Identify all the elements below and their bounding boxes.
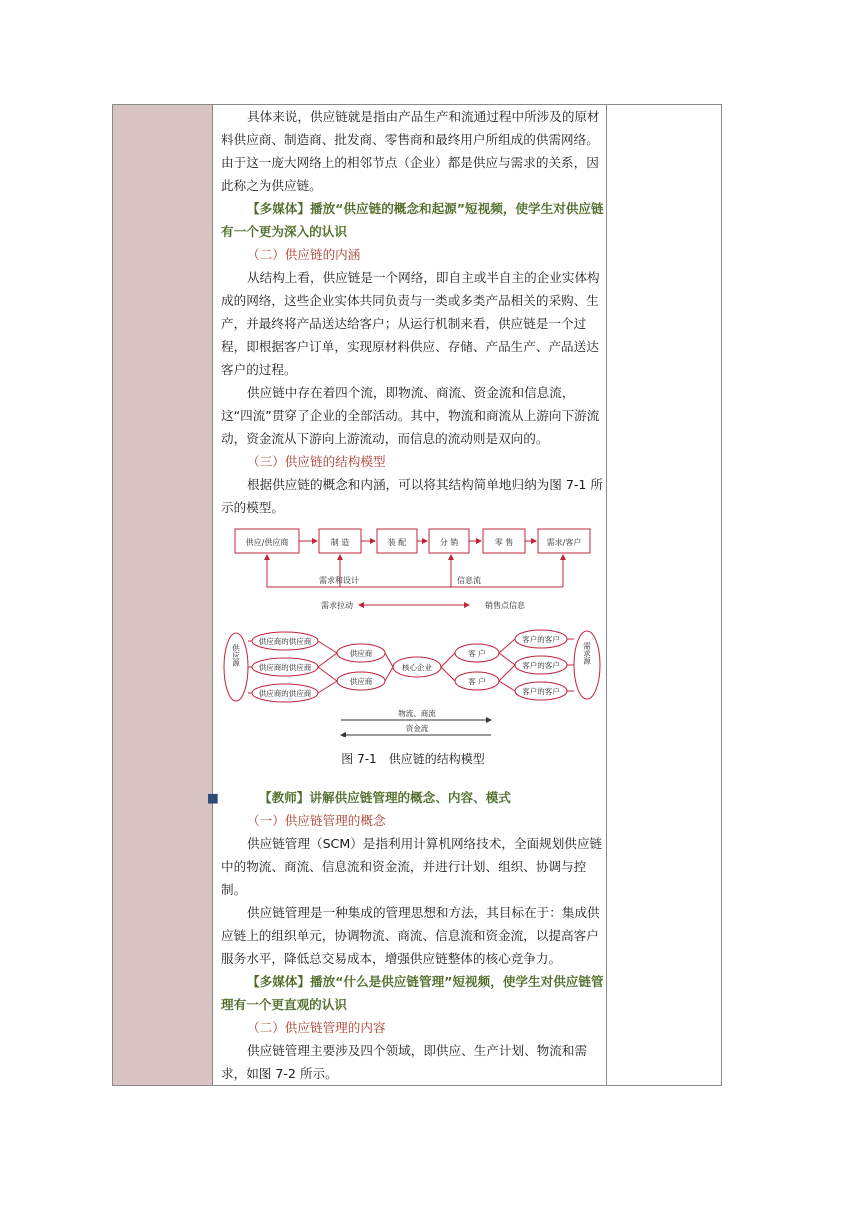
node-label: 客 户 bbox=[468, 677, 486, 686]
square-bullet-icon: ■ bbox=[207, 790, 219, 805]
top-box-label: 装 配 bbox=[387, 538, 407, 547]
lesson-table bbox=[112, 104, 722, 1086]
paragraph: 根据供应链的概念和内涵，可以将其结构简单地归纳为图 7-1 所示的模型。 bbox=[221, 477, 604, 515]
multimedia-note: 【多媒体】播放“供应链的概念和起源”短视频，使学生对供应链有一个更为深入的认识 bbox=[221, 201, 604, 239]
node-label: 供应商 bbox=[349, 649, 373, 658]
left-column-cell bbox=[113, 105, 213, 1085]
node-label: 客户的客户 bbox=[522, 687, 560, 696]
node-label: 供应商的供应商 bbox=[258, 663, 312, 672]
paragraph: 供应链管理主要涉及四个领域，即供应、生产计划、物流和需求，如图 7-2 所示。 bbox=[221, 1043, 588, 1081]
teacher-line bbox=[207, 787, 607, 806]
section-heading: （二）供应链的内涵 bbox=[247, 247, 361, 262]
paragraph: 从结构上看，供应链是一个网络，即自主或半自主的企业实体构成的网络，这些企业实体共同负责与一类或多类产品相关的采购、生产，并最终将产品送达给客户；从运行机制来看，供应链是一个过程，即根据客户订单，实现原材料供应、存储、产品生产、产品送达客户的过程。 bbox=[221, 270, 600, 377]
paragraph: 供应链管理（SCM）是指利用计算机网络技术，全面规划供应链中的物流、商流、信息流和资金流，并进行计划、组织、协调与控制。 bbox=[221, 836, 603, 897]
top-box-label: 分 销 bbox=[439, 538, 459, 547]
flow-label: 资金流 bbox=[405, 724, 429, 733]
node-label: 供应商 bbox=[349, 677, 373, 686]
node-label: 客户的客户 bbox=[522, 635, 560, 644]
paragraph: 供应链管理是一种集成的管理思想和方法，其目标在于：集成供应链上的组织单元，协调物流、商流、信息流和资金流，以提高客户服务水平，降低总交易成本，增强供应链整体的核心竞争力。 bbox=[221, 905, 600, 966]
node-label: 供应商的供应商 bbox=[258, 637, 312, 646]
figure-caption: 图 7-1 供应链的结构模型 bbox=[341, 752, 485, 766]
node-label: 核心企业 bbox=[402, 663, 432, 672]
flow-label: 物流、商流 bbox=[398, 709, 436, 718]
flow-label: 需求和设计 bbox=[319, 576, 359, 585]
node-label: 客 户 bbox=[468, 649, 486, 658]
flow-label: 销售点信息 bbox=[485, 601, 525, 610]
section-heading: （二）供应链管理的内容 bbox=[247, 1020, 386, 1035]
paragraph: 具体来说，供应链就是指由产品生产和流通过程中所涉及的原材料供应商、制造商、批发商、零售商和最终用户所组成的供需网络。由于这一庞大网络上的相邻节点（企业）都是供应与需求的关系，因此称之为供应链。 bbox=[221, 109, 600, 193]
flow-label: 信息流 bbox=[457, 576, 481, 585]
node-label: 客户的客户 bbox=[522, 661, 560, 670]
node-label: 供应商的供应商 bbox=[258, 689, 312, 698]
top-box-label: 零 售 bbox=[494, 538, 514, 547]
top-box-label: 制 造 bbox=[330, 538, 350, 547]
paragraph: 供应链中存在着四个流，即物流、商流、资金流和信息流，这“四流”贯穿了企业的全部活动。其中，物流和商流从上游向下游流动，资金流从下游向上游流动，而信息的流动则是双向的。 bbox=[221, 385, 600, 446]
multimedia-note: 【多媒体】播放“什么是供应链管理”短视频，使学生对供应链管理有一个更直观的认识 bbox=[221, 974, 604, 1012]
top-box-label: 供应/供应商 bbox=[245, 538, 289, 547]
supply-chain-diagram bbox=[221, 527, 605, 737]
demand-label: 需求源 bbox=[582, 641, 592, 665]
section-heading: （三）供应链的结构模型 bbox=[247, 454, 386, 469]
right-column-cell bbox=[606, 105, 721, 1085]
source-label: 供应源 bbox=[231, 643, 241, 667]
teacher-heading: 【教师】讲解供应链管理的概念、内容、模式 bbox=[259, 790, 511, 805]
section-heading: （一）供应链管理的概念 bbox=[247, 813, 386, 828]
flow-label: 需求拉动 bbox=[321, 601, 353, 610]
top-box-label: 需求/客户 bbox=[546, 538, 582, 547]
